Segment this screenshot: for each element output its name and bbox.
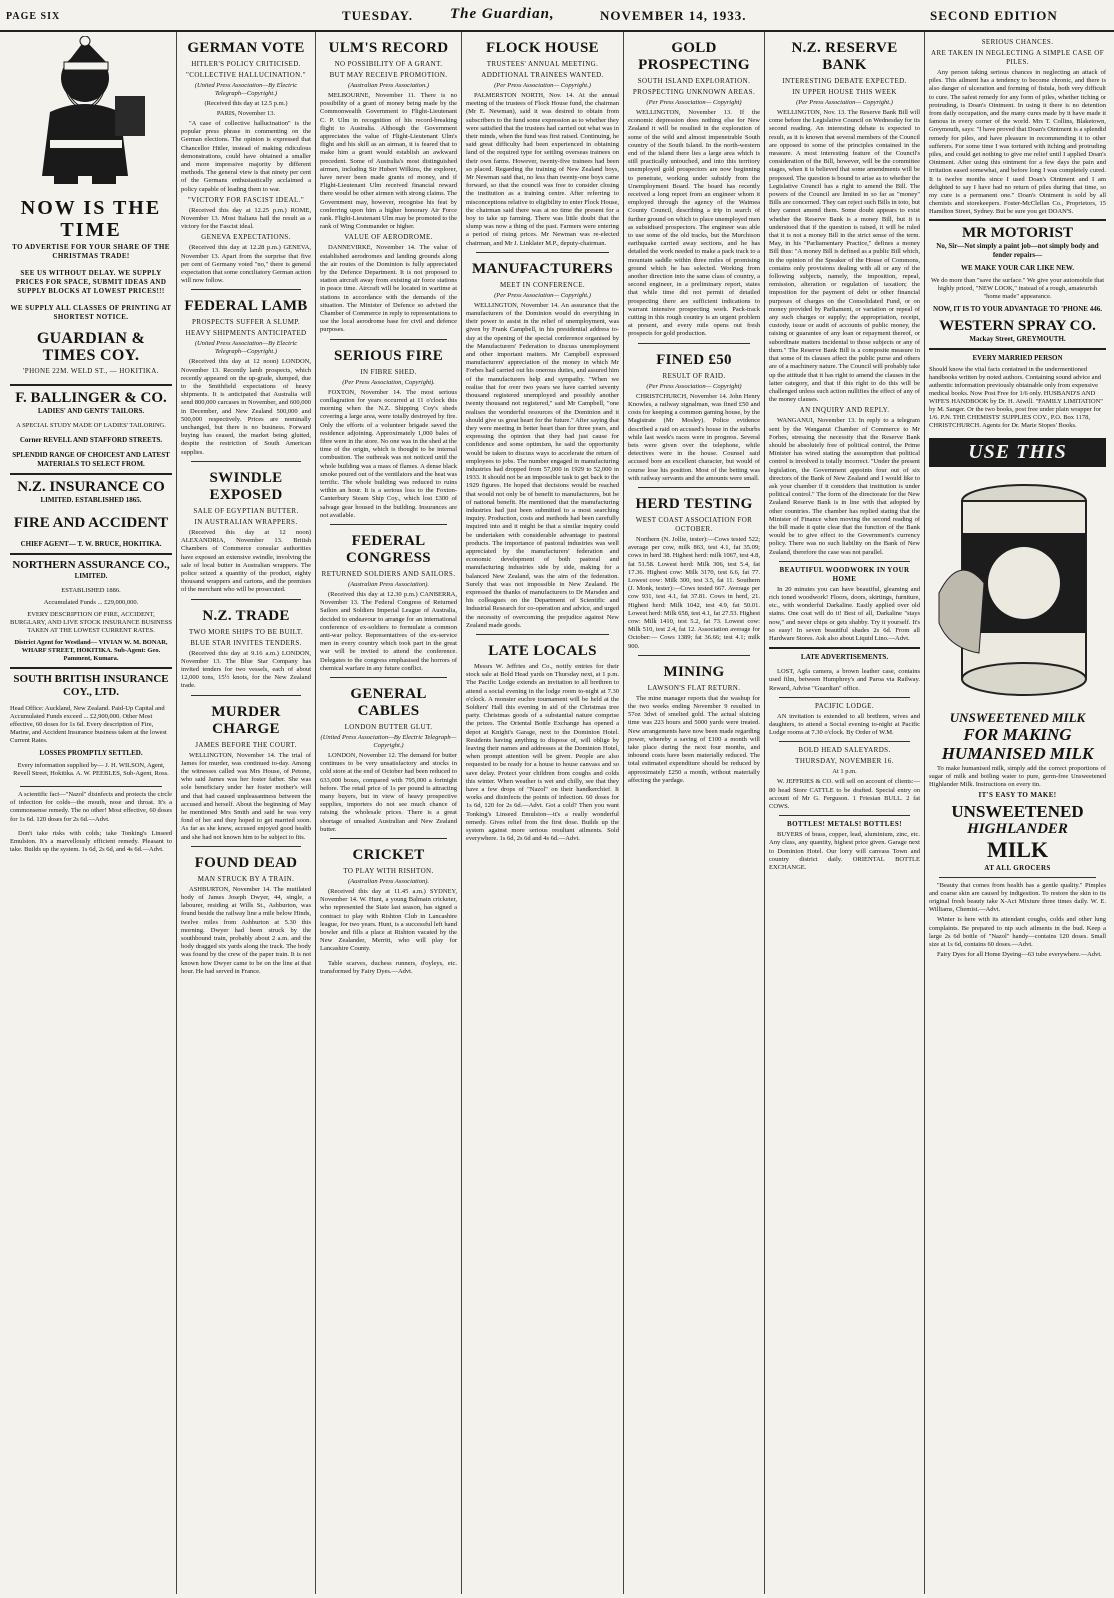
subhead: PROSPECTS SUFFER A SLUMP. <box>191 318 301 327</box>
article-body: WELLINGTON, November 14. The trial of James for murder, was continued to-day. Among the witnesses called was Mrs House, of Petone, who said James was her foster father. She was sole beneficiary under her foster mother's will and that had caused unpleasantness between the accused and herself. About the beginning of May he mentioned Mrs Smith and said he was very fond of her and they hoped to get married soon. As far as she knew, accused enjoyed good health and she had not known him to be subject to fits. <box>181 751 311 841</box>
article-body: WANGANUI, November 13. In reply to a telegram sent by the Wanganui Chamber of Commerce to Mr Forbes, stressing the necessity that the Reserve Bank should be absolutely free of political control, the Prime Minister has wired stating the assumption that political control is involved is totally incorrect. "Under the present legislation, the Government appoints four out of six directors of the Bank of New Zealand and I would like to ask your chamber if it considers that institution is under political control." The form of the directorate for the New Zealand Reserve Bank is in line with that adopted by other countries. The chamber has replied stating that the Minister of Finance when moving the second reading of the bill made it quite clear that the function of the Bank would be to give effect to the Government's currency policy. There was no such liability on the Bank of New Zealand, therefore the case was not parallel. <box>769 417 920 556</box>
agency-line: (Per Press Association— Copyright.) <box>494 291 591 299</box>
subhead: AN INQUIRY AND REPLY. <box>799 406 890 415</box>
supply-classes-text: WE SUPPLY ALL CLASSES OF PRINTING AT SHORTEST NOTICE. <box>10 304 172 321</box>
subhead: HITLER'S POLICY CRITICISED. <box>191 60 301 68</box>
south-british-info: Every information supplied by— J. H. WILSON, Agent, Revell Street, Hokitika. A. W. PEEBLES, Sub-Agent, Ross. <box>13 762 169 777</box>
subhead: MAN STRUCK BY A TRAIN. <box>197 874 295 883</box>
subhead: IN AUSTRALIAN WRAPPERS. <box>194 517 298 526</box>
article-body: Messrs W. Jeffries and Co., notify entries for their stock sale at Bold Head yards on Thursday next, at 1 p.m. The Pacific Lodge extends an invitation to all brethren to attend a social evening in the lodge room to-night at 7.30 o'clock. A monster euchre tournament will be held at the Soldiers' Hall this evening in aid of the Christmas tree party. Christmas goods of a substantial nature comprise the prizes. The Oriental Bottle Exchange has opened a depot at Knight's Garage, next to the Dominion Hotel. Residents having anything to dispose of, will oblige by leaving their names and addresses at the Dominion Hotel, when prompt attention will be given. People are also requested to be ready for a house to house canvass and so save delay. Protect your children from coughs and colds this winter. When weather is wet and chilly, see that they have a few drops of "Nazol" on their handkerchief. It works and disinfects the points of infection. 60 doses for 1s 6d, 120 for 2s 6d.—Advt. Got a cold? Then you want Tonking's Linseed Emulsion—it's a really wonderful remedy. Gives relief from the first dose. Builds up the system against more serious resultant ailments. Sold everywhere. 1s 6d, 2s 6d and 4s 6d.—Advt. <box>466 662 619 843</box>
agency-line: (United Press Association—By Electric Telegraph—Copyright.) <box>194 340 298 356</box>
headline-manufacturers: MANUFACTURERS <box>471 260 614 277</box>
article-body: (Received this day at 9.16 a.m.) LONDON, November 13. The Blue Star Company has invited tenders for two vessels, each of about 12,000 tons, 15½ knots, for the New Zealand trade. <box>181 649 311 690</box>
subhead: TRUSTEES' ANNUAL MEETING. <box>486 60 599 68</box>
subhead: SOUTH ISLAND EXPLORATION. <box>637 77 751 85</box>
nz-insurance-ad <box>10 473 172 553</box>
unsweetened-brand: UNSWEETENED <box>951 801 1084 821</box>
subhead: BLUE STAR INVITES TENDERS. <box>190 638 302 647</box>
headline-general-cables: GENERAL CABLES <box>350 685 427 719</box>
bold-head-title: BOLD HEAD SALEYARDS. <box>798 746 891 755</box>
headline-mining: MINING <box>663 663 725 680</box>
subhead: RETURNED SOLDIERS AND SAILORS. <box>321 569 456 578</box>
married-title: EVERY MARRIED PERSON <box>972 353 1063 362</box>
article-body: The mine manager reports that the washup for the two weeks ending November 9 resulted in 57oz 3dwt of smelted gold. The actual sluicing time was 223 hours and 5000 yards were treated. New arrangements have now been made regarding power, whereby a saving of £100 a month will take place during the next four months, and inbound costs have been materially reduced. The total estimated expenditure should be reduced by approximately £250 a month, without materially affecting the yardage. <box>628 694 760 784</box>
article-body: Northern (N. Jollie, tester):—Cows tested 522; average per cow, milk 863, test 4.1, fat 35.09; cows in herd 38. Highest herd: milk 1067, test 4.8, fat 51.58. Lowest herd: Milk 306, test 5.4, fat 17.36. Highest cow: Milk 3170, test 6.6, fat 77. Lowest cow: Milk 300, test 3.5, fat 11. Southern (J. Monk, tester):—Cows tested 667. Average per cow 931, test 4.1, fat 37.81. Cows in herd, 21. Highest herd: Milk 1042, test 4.9, fat 50.01. Lowest herd: Milk 658, test 4.1, fat 27.53. Highest cow: Milk 1410, test 5.2, fat 73. Lowest cow: Milk 510, test 2.4, fat 12. Association average for October:— Cows 1389; fat 36.66; test 4.1; milk 900. <box>628 535 760 650</box>
article-body: LONDON, November 12. The demand for butter continues to be very unsatisfactory and stocks in cold store at the end of October had been reduced to 633,000 boxes, compared with 795,000 a fortnight before. The retail price of 1s per pound is attracting many buyers, but in view of heavy prospective supplies, importers do not see much chance of raising the wholesale prices. There is a great shortage of unsalted Australian and New Zealand butter. <box>320 751 457 833</box>
headline-serious-fire: SERIOUS FIRE <box>333 347 444 364</box>
bold-head-time: At 1 p.m. <box>832 768 857 776</box>
subhead: SALE OF EGYPTIAN BUTTER. <box>193 506 299 515</box>
subhead: TO PLAY WITH RISHTON. <box>343 867 434 875</box>
ballinger-sub: LADIES' AND GENTS' TAILORS. <box>37 407 145 415</box>
agency-line: (Per Press Association— Copyright) <box>646 99 742 106</box>
article-body: PALMERSTON NORTH, Nov. 14. At the annual meeting of the trustees of Flock House fund, the chairman (Mr E. Newman), said it was desired to obtain from subscribers to the fund some expression as to whether they were satisfied that the trustees had carried out what was in their minds, when the fund was first raised. Continuing, he said great difficulty had been experienced in obtaining land of the required type for settling overseas trainees on their own farms. However, twenty-five trainees had been so placed. Regarding the training of New Zealand boys, Mr Newman said that, no less than twenty-one boys came forward, so that the council was free to consider closing the institution as a training centre. After referring to misconceptions relative to eligibility to enter Flock House, the chairman said there was at no time the present for a boy to take up farming. There was little doubt that the slump was now a thing of the past. Farmers were entering a period of rising prices. Mr Newman was re-elected chairman, and Mr J. Linklater M.P., deputy-chairman. <box>466 92 619 247</box>
article-body: (Received this day at 12.25 p.m.) ROME, November 13. Most Italians hail the result as a victory for the Fascist ideal. <box>181 206 311 231</box>
woodwork-advt: In 20 minutes you can have beautiful, gleaming and rich toned woodwork! Floors, doors, skirtings, furniture, etc., with wonderful Darkaline. Easily applied over old stains. One coat will do it! Best of all, Darkaline "stays now," and never chips or gets shabby. Try it yourself. It's so easy! In seven beautiful shades 2s 6d. From all Hardware Stores. Ask also about Liquid Lino.—Advt. <box>769 585 920 642</box>
northern-established: ESTABLISHED 1886. <box>61 587 121 594</box>
newspaper-title: The Guardian, <box>450 6 555 22</box>
nz-insurance-name: N.Z. INSURANCE CO <box>17 479 165 495</box>
subhead: IN FIBRE SHED. <box>360 367 417 376</box>
article-body: WELLINGTON, Nov. 13. The Reserve Bank Bill will come before the Legislative Council on Wednesday for its second reading. An interesting debate is expected to result, as it is known that several members of the Council are opposed to some of the principles contained in the measure. A most interesting feature of the Council's consideration of the Bill, however, will be the committee stages, when it is believed that some amendments will be proposed. The question is bound to arise as to whether the Legislative Council has a right to amend the Bill. The powers of the Council are limited in so far as "money" Bills are concerned. They can reject such Bills in toto, but they cannot amend them. Some doubt appears to exist whether the Reserve Bank is a money Bill, but it is understood that if the question is raised, it will be ruled that it is not a money Bill in the strict sense of the term. May, in his "Parliamentary Practice," defines a money Bill thus: "A money Bill is defined as a public Bill which, in the opinion of the Speaker of the House of Commons, contains only provisions dealing with all or any of the following subjects, namely, the imposition, repeal, remission, alteration or regulation of taxation; the imposition for the payment of debt or other financial purposes of charges on the Consolidated Fund, or on money provided by Parliament, or variation or repeal of any such charges or supply; the appropriation, receipt, custody, issue or audit of accounts of public money, the raising or guarantee of any loan or repayment thereof, or subordinate matters incidental to those subjects or any of them." The Reserve Bank Bill is a composite measure in that some of its clauses affect the public purse and others are of a machinery nature. The Council will probably take up the attitude that it has right to amend the clauses in the latter category, and that if this right to do this will be challenged unless such action nullifies the effect of any of the money clauses. <box>769 109 920 404</box>
motorist-line2: WE MAKE YOUR CAR LIKE NEW. <box>960 263 1075 272</box>
bold-head-date: THURSDAY, NOVEMBER 16. <box>795 757 894 766</box>
ballinger-corner: Corner REVELL AND STAFFORD STREETS. <box>19 436 163 444</box>
article-body: WELLINGTON, November 13. If the economic depression does nothing else for New Zealand it will be resulted in the exploration of some of the wild and almost impenetrable South country of the South Island. In the north-western end of the island there lies a large area which is still practically untouched, and into this territory unemployed gold prospectors are now beginning to penetrate, working under subsidy from the Unemployment Board. The board has recently received a long report from an engineer whom it employed through the agency of the Waimea County Council, describing a trip in search of further ground on which to place unemployed men as subsidised prospectors. The engineer was able to use some of the old tracks, but the Murchison earthquake carried away sections, and he has detailed the work needed to make a pack track to a mountain saddle within three miles of promising ground which he has selected. Working from another direction into the same class of country, a second engineer, in a preliminary report, states that while time did not permit of detailed prospecting there are sufficient indications to warrant intensive prospecting work. Pack-track cutting in this rough country is an urgent problem at present, and every mile opens out fresh prospects for gold production. <box>628 109 760 338</box>
column-5 <box>623 32 764 1594</box>
subhead: ADDITIONAL TRAINEES WANTED. <box>481 71 604 79</box>
milk-brand: MILK <box>986 836 1049 862</box>
late-advertisements <box>769 647 920 666</box>
subhead: INTERESTING DEBATE EXPECTED. <box>782 77 907 85</box>
article-body: (Received this day at 12 noon) LONDON, November 13. Recently lamb prospects, which recently appeared on the up-grade, slumped, due to the Smithfield expectations of heavy shipments. It is anticipated that Australia will send 800,000 carcases in November, and 600,000 in December, and New Zealand 500,000 and 500,000 respectively. Prices are nominally unchanged, but there is no business. Forward buying has ceased, the market being glutted, despite the restriction of South American supplies. <box>181 358 311 456</box>
article-body: ASHBURTON, November 14. The mutilated body of James Joseph Dwyer, 44, single, a labourer, residing at Wills St., Ashburton, was found beside the railway line a mile below Hinds, twelve miles from Ashburton at 5.30 this morning. Dwyer had been struck by the southbound train, probably about 2 a.m. and the body dragged six yards along the track. The body was found by the crew of the paper train. It is not known how Dwyer came to be on the line at that hour. He had served in France. <box>181 885 311 975</box>
motorist-phone: NOW, IT IS TO YOUR ADVANTAGE TO 'PHONE 446. <box>933 304 1102 313</box>
column-6 <box>764 32 924 1594</box>
fairy-dyes-advt: Table scarves, duchess runners, d'oyleys, etc. transformed by Fairy Dyes.—Advt. <box>320 959 457 975</box>
column-2 <box>176 32 315 1594</box>
headline-murder-charge: MURDER CHARGE <box>211 703 281 737</box>
article-body: (Received this day at 12.30 p.m.) CANBERRA, November 13. The Federal Congress of Returned Sailors and Soldiers Imperial League of Australia, decided to endeavour to arrange for an international conference of ex-soldiers to formulate a common anti-war policy. Representatives of the ex-service men in every country which took part in the great war will be invited to attend the conference. Delegates to the congress emphasised the horrors of chemical warfare in any future conflict. <box>320 590 457 672</box>
article-body: CHRISTCHURCH, November 14. John Henry Knowles, a railway signalman, was fined £50 and costs for keeping a common gaming house, by the Magistrate (Mr Mosley). Police evidence described a raid on accused's house in the suburbs while last week's races were in progress. Several bets were given over the telephone, while detectives were in the house. Counsel said accused bore an excellent character, but would of course lose his position. Most of the betting was with railway servants and the amounts were small. <box>628 392 760 482</box>
masthead <box>0 0 1114 32</box>
article-body: (Received this day at 12.28 p.m.) GENEVA, November 13. Apart from the surprise that five per cent of Germany voted "no," there is general expectation that some conciliatory German action will now follow. <box>181 244 311 285</box>
masthead-date: NOVEMBER 14, 1933. <box>600 8 747 23</box>
article-body: (Received this day at 11.45 a.m.) SYDNEY, November 14. W. Hunt, a young Balmain cricketer, who represented the State last season, has signed a contract to play with Rishton Club in Lancashire league, for two years. Hunt, is a successful left hand bowler and fills a place at Rishton vacated by the New Zealander, Merritt, who will play for Lancashire County. <box>320 888 457 953</box>
northern-body: EVERY DESCRIPTION OF FIRE, ACCIDENT, BURGLARY, AND LIVE STOCK INSURANCE BUSINESS TAKEN AT THE LOWEST CURRENT RATES. <box>10 611 172 634</box>
column-1 <box>6 32 176 1594</box>
page-number: PAGE SIX <box>6 11 61 22</box>
agency-line: (United Press Association—By Electric Telegraph—Copyright.) <box>320 733 457 749</box>
woodwork-title: BEAUTIFUL WOODWORK IN YOUR HOME <box>779 565 910 583</box>
chief-agent: CHIEF AGENT— T. W. BRUCE, HOKITIKA. <box>20 540 162 548</box>
motorist-body: We do more than "save the surface." We give your automobile that highly priced, "NEW LOOK," instead of a rough, amateurish "home made" appearance. <box>930 276 1105 300</box>
northern-agent: District Agent for Westland— VIVIAN W. M. BONAR, WHARF STREET, HOKITIKA. Sub-Agent: Geo. Pamment, Kumara. <box>14 639 168 662</box>
column-4 <box>461 32 623 1594</box>
milk-can-illustration <box>929 473 1099 703</box>
northern-ltd: LIMITED. <box>74 572 108 580</box>
subhead: LONDON BUTTER GLUT. <box>344 722 433 731</box>
agency-line: (Australian Press Association). <box>347 878 430 885</box>
article-body: MELBOURNE, November 11. There is no possibility of a grant of money being made by the Commonwealth Government to Flight-Lieutenant C. P. Ulm in recognition of his record-breaking flight to Australia. Although the Government appreciates the value of Flight-Lieutenant Ulm's flight and his skill as an airman, it is feared that to make him a grant would establish an awkward precedent. Some of Australia's most distinguished airmen, including Sir Hubert Wilkins, the explorer, have never been made grants of money, and if Flight-Lieutenant Ulm received financial reward there would be other airmen with strong claims. The Government may, however, recognise his feat by conferring upon him a higher honorary Air Force rank. Flight-Lieutenant Ulm may be promoted to the rank of Wing Commander or higher. <box>320 92 457 231</box>
headline-herd-testing: HERD TESTING <box>635 495 753 512</box>
western-spray-address: Mackay Street, GREYMOUTH. <box>969 334 1066 343</box>
subhead: LAWSON'S FLAT RETURN. <box>647 683 741 692</box>
married-person-ad <box>929 348 1106 434</box>
headline-nz-trade: N.Z. TRADE <box>202 607 290 624</box>
subhead: WEST COAST ASSOCIATION FOR OCTOBER. <box>635 515 753 533</box>
santa-claus-illustration <box>10 36 160 186</box>
nazol-advt: A scientific fact—"Nazol" disinfects and protects the circle of infection for colds—the mouth, nose and throat. It's a commonsense remedy. The no other! Most effective, 60 doses for 1s 6d. 120 doses for 2s 6d.—Advt. <box>10 791 172 823</box>
agency-line: (United Press Association—By Electric Telegraph—Copyright.) <box>194 82 298 97</box>
pacific-lodge-title: PACIFIC LODGE. <box>814 701 875 710</box>
easy-line: IT'S EASY TO MAKE! <box>978 790 1057 799</box>
fire-accident: FIRE AND ACCIDENT <box>13 515 169 531</box>
subhead: JAMES BEFORE THE COURT. <box>195 740 297 749</box>
beauty-advt: "Beauty that comes from health has a gentle quality." Pimples and coarse skin are caused by indigestion. To restore the skin to its original fresh beauty take X-Act Mixture three times daily. W. E. Williams, Chemist.—Advt. <box>929 881 1106 914</box>
subhead: RESULT OF RAID. <box>662 371 726 380</box>
piles-title: SERIOUS CHANCES. <box>981 38 1054 46</box>
can-label: UNSWEETENED MILK <box>949 709 1086 725</box>
tonking-advt: Don't take risks with colds; take Tonking's Linseed Emulsion. It's a marvellously efficient remedy. Pleasant to take. Builds up the system. 1s 6d, 2s 6d, and 4s 6d.—Advt. <box>10 829 172 854</box>
piles-sub: ARE TAKEN IN NEGLECTING A SIMPLE CASE OF PILES. <box>930 49 1104 66</box>
advertise-text: TO ADVERTISE FOR YOUR SHARE OF THE CHRISTMAS TRADE! <box>12 243 170 260</box>
article-body: (Received this day at 12 noon) ALEXANDRIA, November 13. British Chambers of Commerce consular authorities have exposed an extensive swindle, involving the sale of local butter in Australian wrappers. The police seized a quantity of the product, eighty thousand wrappers and cartons, and the premises of the merchant who will be prosecuted. <box>181 528 311 594</box>
dateline: PARIS, November 13. <box>216 110 276 117</box>
agency-line: (Per Press Association— Copyright) <box>646 382 742 390</box>
subhead: TWO MORE SHIPS TO BE BUILT. <box>189 627 303 636</box>
ballinger-name: F. BALLINGER & CO. <box>15 390 167 406</box>
pacific-lodge-notice: AN invitation is extended to all brethren, wives and daughters, to attend a Social evening to-night at Pacific Lodge rooms at 7.30 o'clock. By Order of W.M. <box>769 712 920 737</box>
agency-line: (Per Press Association, Copyright). <box>342 378 435 386</box>
agency-line: (Australian Press Association). <box>347 580 430 588</box>
fairy-dyes-advt: Fairy Dyes for all Home Dyeing—63 tube everywhere.—Advt. <box>937 951 1102 959</box>
subhead: PROSPECTING UNKNOWN AREAS. <box>632 88 756 96</box>
jeffries-notice: W. JEFFRIES & CO. will sell on account of clients:— 80 head Store CATTLE to be drafted. Special entry on account of Mr G. Ferguson. 1 Friesian BULL. 2 fat COWS. <box>769 778 920 811</box>
northern-assurance-ad <box>10 553 172 667</box>
headline-federal-congress: FEDERAL CONGRESS <box>346 532 431 566</box>
subhead: IN UPPER HOUSE THIS WEEK <box>792 88 897 96</box>
article-body: DANNEVIRKE, November 14. The value of established aerodromes and landing grounds along the air routes of the Dominion is fully appreciated by the Defence Department. It is not proposed to station aircraft away from existing air force stations in peace time. Aircraft will be located in wartime at stations in accordance with the demands of the situation. The Minister of Defence so advised the Chamber of Commerce in reply to representations to use the local aerodrome base for civil and defence purposes. <box>320 244 458 334</box>
column-7 <box>924 32 1110 1594</box>
ballinger-ad <box>10 384 172 473</box>
headline-reserve-bank: N.Z. RESERVE BANK <box>791 40 898 73</box>
now-is-the-time: NOW IS THE TIME <box>20 197 162 241</box>
south-british-ad <box>10 667 172 782</box>
western-spray-name: WESTERN SPRAY CO. <box>939 317 1096 334</box>
agency-line: (Per Press Association— Copyright.) <box>494 82 591 89</box>
married-body: Should know the vital facts contained in the undermentioned handbooks written by noted authors. Containing sound advice and authentic information previously obtainable only from expensive medical books. Now Post Free for 1/6 only. HUSBAND'S AND WIFE'S HANDBOOK by Dr. H. Atwill. "FAMILY LIMITATION" by M. Sanger. Or the two books, post free under plain wrapper for 1/6. P.N. THE CHEMISTS' SUPPLIES COY., P.O. Box 1178, CHRISTCHURCH. Agents for Dr. Marie Stopes' Books. <box>929 365 1103 429</box>
column-3 <box>315 32 461 1594</box>
subhead: MEET IN CONFERENCE. <box>499 280 586 289</box>
subhead: BUT MAY RECEIVE PROMOTION. <box>329 71 448 79</box>
article-body: "A case of collective hallucination" is the popular press phrase in commenting on the German elections. The opinion is expressed that Chancellor Hitler, instead of making ridiculous demonstrations, could have obtained a smaller and more impressive majority by different methods. The general view is that ninety per cent of the Germans enthusiastically acclaimed a policy capable of leading them to war. <box>181 120 311 193</box>
headline-german-vote: GERMAN VOTE <box>187 40 305 56</box>
phone-address: 'PHONE 22M. WELD ST., — HOKITIKA. <box>23 367 159 375</box>
guardian-coy: GUARDIAN & TIMES COY. <box>36 330 146 364</box>
winter-advt: Winter is here with its attendant coughs, colds and other lung complaints. Be prepared to nip such ailments in the bud. Keep a large 2s 6d bottle of "Nazol" handy—contains 120 doses. Small size at 1s 6d, contains 60 doses.—Advt. <box>929 916 1106 949</box>
headline-federal-lamb: FEDERAL LAMB <box>184 298 308 315</box>
south-british-body: Head Office: Auckland, New Zealand. Paid-Up Capital and Accumulated Funds exceed ... £2,900,000. Other Most effective, 60 doses for 1s 6d. Every description of Fire, Marine, and Accident Insurance business taken at the lowest Current Rates. <box>10 705 167 744</box>
masthead-day: TUESDAY. <box>342 8 413 23</box>
edition-label: SECOND EDITION <box>930 8 1058 23</box>
headline-fined: FINED £50 <box>656 351 732 368</box>
at-all-grocers: AT ALL GROCERS <box>984 863 1051 872</box>
ballinger-range: SPLENDID RANGE OF CHOICEST AND LATEST MATERIALS TO SELECT FROM. <box>12 451 170 468</box>
headline-found-dead: FOUND DEAD <box>194 854 298 871</box>
subhead: "COLLECTIVE HALLUCINATION." <box>186 71 306 79</box>
motorist-ad <box>929 219 1106 348</box>
bottles-title: BOTTLES! METALS! BOTTLES! <box>787 820 902 829</box>
late-ads-title: LATE ADVERTISEMENTS. <box>800 653 889 662</box>
motorist-line1: No, Sir—Not simply a paint job—not simply body and fender repairs— <box>936 241 1099 259</box>
use-this-banner: USE THIS <box>929 438 1106 467</box>
for-making-humanised: FOR MAKING HUMANISED MILK <box>941 724 1094 763</box>
northern-name: NORTHERN ASSURANCE CO., <box>12 559 170 571</box>
nz-insurance-established: LIMITED. ESTABLISHED 1865. <box>40 496 142 504</box>
headline-swindle-exposed: SWINDLE EXPOSED <box>209 469 283 503</box>
agency-line: (Australian Press Association.) <box>347 82 430 89</box>
see-us-text: SEE US WITHOUT DELAY. WE SUPPLY PRICES FOR SPACE, SUBMIT IDEAS AND SUPPLY BLOCKS AT LOWEST PRICES!!! <box>15 269 167 295</box>
subhead: NO POSSIBILITY OF A GRANT. <box>334 60 443 68</box>
received-line: (Received this day at 12.5 p.m.) <box>204 100 288 107</box>
article-body: WELLINGTON, November 14. An assurance that the manufacturers of the Dominion would do everything in their power to assist in the relief of unemployment, was given by Frank Campbell, in his presidential address to-day at the opening of the special conference organised by the Manufacturers' Federation to discuss unemployment and other important matters. Mr Campbell expressed manufacturers' appreciation of the money in which Mr Forbes had carried out his onerous duties, and assured him of the manufacturers help and sympathy. "When we realise that for over two years we have carried seventy thousand registered unemployed and possibly another twenty thousand not registered," said Mr Campbell, "one realises the wonderful resources of the Dominion and it should give us great heart for the future." After saying that they were meeting in better heart than for three years, and expressing the opinion that they had just cause for confidence and some optimism, he said the opportunity would be taken to discuss ways to accelerate the return of employees to jobs. The number engaged in manufacturing industries had dropped from 57,000 in 1929 to 52,000 in 1933. It should not be an impossible task to get back to the 1929 figures. He hoped that decisions would be reached that would not only be of benefit to manufacturers, but be of national benefit. He mentioned that the manufacturing industries had just been submitted to a most searching inquiry. Production, costs and methods had been carefully inquired into and it might be that a similar inquiry could be undertaken with considerable advantage to pastoral products. The importance of pastoral industries was well appreciated by the manufacturers' federation and economic development of both pastoral and manufacturing industries side by side, making for a balanced New Zealand, was the aim of the federation. Surely that was not impossible in New Zealand. He expressed the thanks of manufacturers to Dr Marsden and his colleagues on the Department of Scientific and Industrial Research for co-operation and advice, and urged the necessity of overcoming the prejudice against New Zealand made goods. <box>466 301 619 629</box>
ballinger-study: A SPECIAL STUDY MADE OF LADIES' TAILORING. <box>16 422 166 429</box>
subhead: HEAVY SHIPMENTS ANTICIPATED <box>185 329 307 338</box>
headline-flock-house: FLOCK HOUSE <box>486 40 599 56</box>
subhead: "VICTORY FOR FASCIST IDEAL." <box>187 195 305 204</box>
article-body: FOXTON, November 14. The most serious conflagration for years occurred at 11 o'clock this morning when the N.Z. Shipping Coy's sheds covering a large area, were totally destroyed by fire. Only the efforts of a volunteer brigade saved the residence adjoining. Approximately 1,000 bales of fibre were in the store. No one was in the shed at the time of the origin, which is thought to be internal combustion. The outbreak was not noticed until the whole building was a mass of flames. A dense black smoke poured out of the ventilators and the heat was terrific. The whole building was reduced to ruins within an hour. It is a serious loss to the Foxton-Canterbury Steam Ship Coy., which lost £300 of salvage gear housed in the building. Insurances are not available. <box>320 388 458 519</box>
motorist-title: MR MOTORIST <box>962 224 1073 241</box>
headline-late-locals: LATE LOCALS <box>488 642 597 659</box>
headline-cricket: CRICKET <box>352 847 425 863</box>
headline-ulms-record: ULM'S RECORD <box>328 40 449 56</box>
bottles-notice: BUYERS of brass, copper, lead, aluminium, zinc, etc. Any class, any quantity, highest price given. Garage next to Dominion Hotel. Our lorry will canvass Town and country district daily. ORIENTAL BOTTLE EXCHANGE. <box>769 831 920 872</box>
agency-line: (Per Press Association— Copyright.) <box>796 99 893 106</box>
south-british-name: SOUTH BRITISH INSURANCE COY., LTD. <box>13 673 169 698</box>
highlander-brand: HIGHLANDER <box>967 820 1068 837</box>
subhead: VALUE OF AERODROME. <box>344 233 433 242</box>
south-british-losses: LOSSES PROMPTLY SETTLED. <box>39 749 143 757</box>
lost-notice: LOST, Agfa camera, a brown leather case, contains used film, between Humphrey's and Paroa via Railway. Reward, Advise "Guardian" office. <box>769 668 920 692</box>
northern-funds: Accumulated Funds ... £29,000,000. <box>43 599 139 606</box>
humanised-body: To make humanised milk, simply add the correct proportions of sugar of milk and boiling water to pure, germ-free Unsweetened Highlander Milk. Instructions on every tin. <box>929 764 1106 788</box>
headline-gold-prospecting: GOLD PROSPECTING <box>638 40 750 73</box>
piles-advt: Any person taking serious chances in neglecting an attack of piles. This ailment has a tendency to become chronic, and there is also danger of ulceration and forming of fistula, both very difficult to cure. The safest remedy for any form of piles, whether itching or protruding, is Doan's Ointment. In using it there is no detention from daily occupation, and the many cures made by it have made it famous in every corner of the world. Mrs T. Collins, Blaketown, Greymouth, says: "I have proved that Doan's Ointment is a splendid remedy for piles, and have pleasure in recommending it to other sufferers. For some time I was tortured with itching and protruding piles, and could get nothing to give me relief until I applied Doan's Ointment. After using this ointment for a few days the pain and irritation eased somewhat, and before long I was completely cured. It is twelve months since I used Doan's Ointment and I am delighted to say I have had no return of piles during that time, so my cure is a permanent one." Doan's Ointment is sold by all chemists and storekeepers. Foster-McClellan Co., Proprietors, 15 Hamilton Street, Sydney. But be sure you get DOAN'S. <box>929 69 1106 216</box>
subhead: GENEVA EXPECTATIONS. <box>201 233 291 242</box>
